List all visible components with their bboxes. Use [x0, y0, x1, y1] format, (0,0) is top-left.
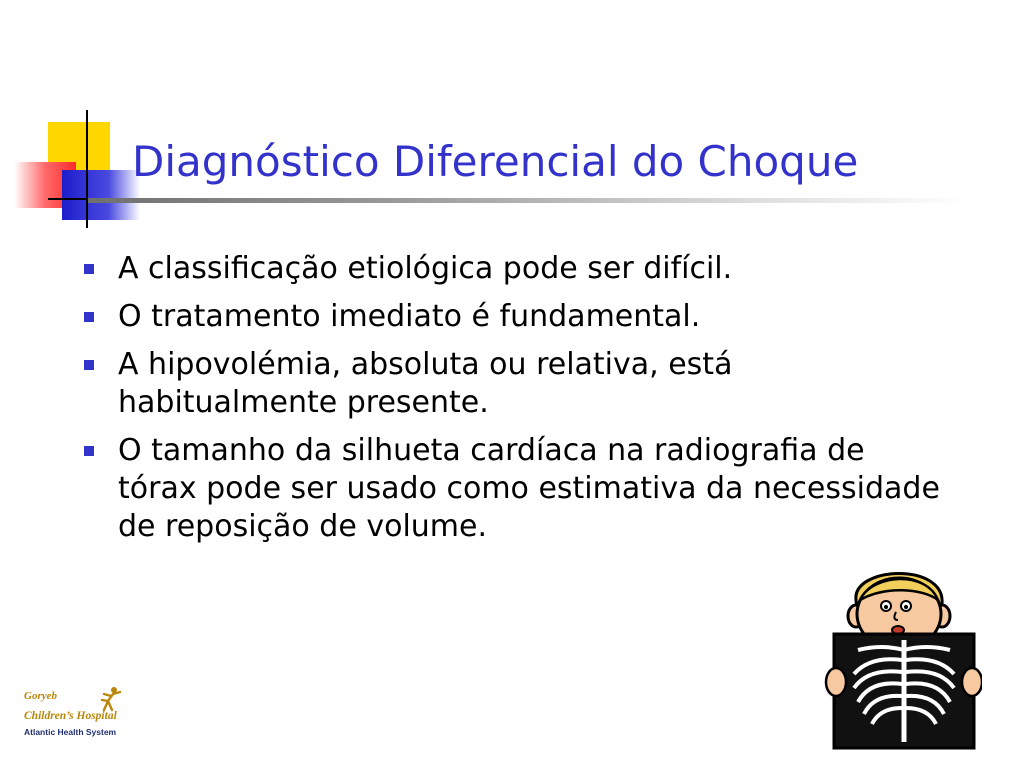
square-bullet-icon	[84, 360, 94, 370]
title-underline	[88, 198, 968, 203]
bullet-text: A classificação etiológica pode ser difícil.	[118, 251, 733, 286]
bullet-item	[82, 250, 952, 288]
square-bullet-icon	[84, 264, 94, 274]
bullet-item	[82, 432, 952, 546]
bullet-text: O tamanho da silhueta cardíaca na radiografia de tórax pode ser usado como estimativa da necessidade de reposição de volume.	[118, 433, 940, 544]
bullet-item	[82, 298, 952, 336]
xray-child-illustration	[822, 556, 982, 752]
slide-title: Diagnóstico Diferencial do Choque	[132, 137, 859, 186]
bullet-list	[82, 250, 952, 556]
logo-text-atlantic-health: Atlantic Health System	[24, 727, 117, 737]
bullet-text: O tratamento imediato é fundamental.	[118, 299, 701, 334]
bullet-text: A hipovolémia, absoluta ou relativa, está habitualmente presente.	[118, 347, 733, 420]
running-child-icon	[94, 686, 124, 712]
hospital-logo	[24, 686, 142, 742]
square-bullet-icon	[84, 446, 94, 456]
deco-blue-square	[62, 170, 140, 220]
square-bullet-icon	[84, 312, 94, 322]
logo-text-goryeb: Goryeb	[24, 690, 57, 702]
title-decoration	[0, 0, 160, 240]
bullet-item	[82, 346, 952, 422]
logo-text-childrens-hospital: Children’s Hospital	[24, 710, 117, 722]
